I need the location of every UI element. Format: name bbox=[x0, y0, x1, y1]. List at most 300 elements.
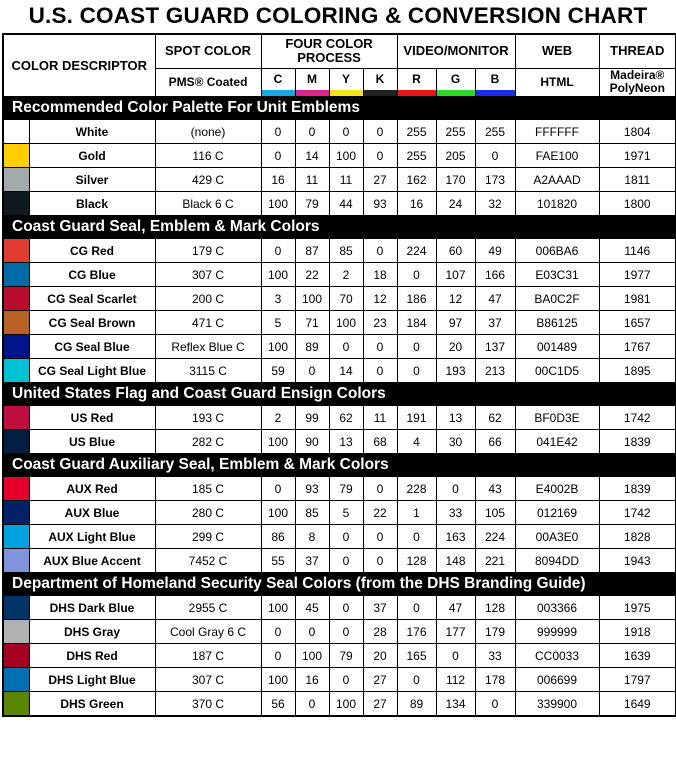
cell-r: 184 bbox=[397, 311, 436, 335]
color-swatch bbox=[3, 596, 29, 620]
color-swatch bbox=[3, 525, 29, 549]
table-row bbox=[3, 644, 676, 668]
cell-y: 5 bbox=[329, 501, 363, 525]
cell-spot: 3115 C bbox=[155, 359, 261, 383]
color-name: AUX Blue bbox=[29, 501, 155, 525]
cell-m: 99 bbox=[295, 406, 329, 430]
color-swatch bbox=[3, 406, 29, 430]
header-thread-sub: Madeira® PolyNeon bbox=[599, 68, 676, 97]
header-spot-color: SPOT COLOR bbox=[155, 34, 261, 68]
cell-k: 93 bbox=[363, 192, 397, 216]
cell-m: 90 bbox=[295, 430, 329, 454]
cell-thread: 1975 bbox=[599, 596, 676, 620]
cell-thread: 1977 bbox=[599, 263, 676, 287]
header-color-descriptor: COLOR DESCRIPTOR bbox=[3, 34, 155, 97]
cell-y: 62 bbox=[329, 406, 363, 430]
color-swatch bbox=[3, 120, 29, 144]
cell-y: 0 bbox=[329, 549, 363, 573]
cell-b: 221 bbox=[475, 549, 515, 573]
cell-spot: 307 C bbox=[155, 668, 261, 692]
cell-m: 100 bbox=[295, 644, 329, 668]
cell-c: 55 bbox=[261, 549, 295, 573]
cell-spot: 200 C bbox=[155, 287, 261, 311]
cell-y: 13 bbox=[329, 430, 363, 454]
cell-m: 0 bbox=[295, 692, 329, 717]
color-name: AUX Light Blue bbox=[29, 525, 155, 549]
cell-y: 79 bbox=[329, 477, 363, 501]
cell-g: 12 bbox=[436, 287, 475, 311]
cell-r: 255 bbox=[397, 144, 436, 168]
cell-k: 20 bbox=[363, 644, 397, 668]
header-y: Y bbox=[329, 68, 363, 90]
cell-y: 100 bbox=[329, 311, 363, 335]
cell-c: 100 bbox=[261, 335, 295, 359]
cell-thread: 1649 bbox=[599, 692, 676, 717]
cell-web: 339900 bbox=[515, 692, 599, 717]
cell-web: 00A3E0 bbox=[515, 525, 599, 549]
color-name: CG Red bbox=[29, 239, 155, 263]
header-m: M bbox=[295, 68, 329, 90]
cell-g: 13 bbox=[436, 406, 475, 430]
cell-c: 0 bbox=[261, 620, 295, 644]
cell-thread: 1811 bbox=[599, 168, 676, 192]
cell-m: 89 bbox=[295, 335, 329, 359]
color-name: Black bbox=[29, 192, 155, 216]
cell-g: 0 bbox=[436, 644, 475, 668]
cell-r: 228 bbox=[397, 477, 436, 501]
cell-thread: 1828 bbox=[599, 525, 676, 549]
cell-m: 45 bbox=[295, 596, 329, 620]
cell-m: 16 bbox=[295, 668, 329, 692]
cell-c: 59 bbox=[261, 359, 295, 383]
color-swatch bbox=[3, 644, 29, 668]
cell-m: 79 bbox=[295, 192, 329, 216]
cell-r: 176 bbox=[397, 620, 436, 644]
cell-g: 134 bbox=[436, 692, 475, 717]
cell-b: 32 bbox=[475, 192, 515, 216]
cell-r: 0 bbox=[397, 335, 436, 359]
cell-y: 2 bbox=[329, 263, 363, 287]
table-row bbox=[3, 477, 676, 501]
color-conversion-table bbox=[2, 33, 676, 717]
cell-y: 44 bbox=[329, 192, 363, 216]
cell-c: 56 bbox=[261, 692, 295, 717]
cell-r: 16 bbox=[397, 192, 436, 216]
cell-c: 86 bbox=[261, 525, 295, 549]
cell-b: 62 bbox=[475, 406, 515, 430]
cell-g: 60 bbox=[436, 239, 475, 263]
color-name: AUX Red bbox=[29, 477, 155, 501]
header-b: B bbox=[475, 68, 515, 90]
table-row bbox=[3, 620, 676, 644]
cell-thread: 1742 bbox=[599, 406, 676, 430]
cell-spot: Black 6 C bbox=[155, 192, 261, 216]
cell-b: 255 bbox=[475, 120, 515, 144]
color-name: DHS Dark Blue bbox=[29, 596, 155, 620]
cell-web: 003366 bbox=[515, 596, 599, 620]
section-title: Department of Homeland Security Seal Colors (from the DHS Branding Guide) bbox=[3, 573, 676, 596]
cell-c: 16 bbox=[261, 168, 295, 192]
cell-c: 100 bbox=[261, 501, 295, 525]
cell-spot: Cool Gray 6 C bbox=[155, 620, 261, 644]
table-row bbox=[3, 287, 676, 311]
cell-b: 0 bbox=[475, 692, 515, 717]
cell-web: E03C31 bbox=[515, 263, 599, 287]
cell-m: 0 bbox=[295, 120, 329, 144]
cell-thread: 1742 bbox=[599, 501, 676, 525]
cell-web: FFFFFF bbox=[515, 120, 599, 144]
cell-r: 165 bbox=[397, 644, 436, 668]
cell-r: 0 bbox=[397, 668, 436, 692]
cell-c: 100 bbox=[261, 668, 295, 692]
cell-y: 11 bbox=[329, 168, 363, 192]
cell-spot: 280 C bbox=[155, 501, 261, 525]
color-swatch bbox=[3, 501, 29, 525]
cell-web: 101820 bbox=[515, 192, 599, 216]
cell-g: 163 bbox=[436, 525, 475, 549]
cell-y: 0 bbox=[329, 620, 363, 644]
cell-g: 177 bbox=[436, 620, 475, 644]
cell-b: 166 bbox=[475, 263, 515, 287]
section-header bbox=[3, 216, 676, 239]
color-name: CG Seal Brown bbox=[29, 311, 155, 335]
table-row bbox=[3, 430, 676, 454]
cell-b: 49 bbox=[475, 239, 515, 263]
table-row bbox=[3, 335, 676, 359]
cell-k: 0 bbox=[363, 477, 397, 501]
cell-spot: 370 C bbox=[155, 692, 261, 717]
cell-r: 89 bbox=[397, 692, 436, 717]
table-row bbox=[3, 596, 676, 620]
header-spot-color-sub: PMS® Coated bbox=[155, 68, 261, 97]
color-swatch bbox=[3, 359, 29, 383]
cell-spot: 7452 C bbox=[155, 549, 261, 573]
header-web-sub: HTML bbox=[515, 68, 599, 97]
cell-g: 24 bbox=[436, 192, 475, 216]
section-header bbox=[3, 97, 676, 120]
cell-k: 27 bbox=[363, 168, 397, 192]
cell-thread: 1895 bbox=[599, 359, 676, 383]
cell-k: 28 bbox=[363, 620, 397, 644]
color-name: AUX Blue Accent bbox=[29, 549, 155, 573]
cell-spot: 179 C bbox=[155, 239, 261, 263]
cell-k: 11 bbox=[363, 406, 397, 430]
cell-r: 4 bbox=[397, 430, 436, 454]
cell-g: 107 bbox=[436, 263, 475, 287]
table-row bbox=[3, 692, 676, 717]
cell-k: 0 bbox=[363, 144, 397, 168]
cell-thread: 1839 bbox=[599, 477, 676, 501]
cell-web: 8094DD bbox=[515, 549, 599, 573]
cell-thread: 1943 bbox=[599, 549, 676, 573]
color-name: CG Blue bbox=[29, 263, 155, 287]
cell-r: 0 bbox=[397, 596, 436, 620]
cell-spot: 2955 C bbox=[155, 596, 261, 620]
cell-b: 179 bbox=[475, 620, 515, 644]
cell-spot: 185 C bbox=[155, 477, 261, 501]
color-swatch bbox=[3, 168, 29, 192]
color-swatch bbox=[3, 239, 29, 263]
cell-m: 11 bbox=[295, 168, 329, 192]
cell-b: 137 bbox=[475, 335, 515, 359]
cell-c: 0 bbox=[261, 644, 295, 668]
cell-web: 006699 bbox=[515, 668, 599, 692]
color-swatch bbox=[3, 144, 29, 168]
table-row bbox=[3, 406, 676, 430]
header-k: K bbox=[363, 68, 397, 90]
table-row bbox=[3, 239, 676, 263]
cell-m: 93 bbox=[295, 477, 329, 501]
cell-c: 0 bbox=[261, 477, 295, 501]
cell-g: 170 bbox=[436, 168, 475, 192]
cell-web: 00C1D5 bbox=[515, 359, 599, 383]
cell-b: 213 bbox=[475, 359, 515, 383]
cell-g: 148 bbox=[436, 549, 475, 573]
cell-y: 100 bbox=[329, 144, 363, 168]
header-c: C bbox=[261, 68, 295, 90]
section-title: Coast Guard Auxiliary Seal, Emblem & Mark Colors bbox=[3, 454, 676, 477]
cell-r: 0 bbox=[397, 359, 436, 383]
color-name: CG Seal Light Blue bbox=[29, 359, 155, 383]
cell-y: 85 bbox=[329, 239, 363, 263]
cell-y: 100 bbox=[329, 692, 363, 717]
cell-k: 0 bbox=[363, 359, 397, 383]
color-name: DHS Red bbox=[29, 644, 155, 668]
cell-r: 191 bbox=[397, 406, 436, 430]
cell-r: 128 bbox=[397, 549, 436, 573]
cell-thread: 1639 bbox=[599, 644, 676, 668]
table-row bbox=[3, 311, 676, 335]
color-name: White bbox=[29, 120, 155, 144]
page-title: U.S. COAST GUARD COLORING & CONVERSION CHART bbox=[28, 3, 648, 28]
color-name: US Red bbox=[29, 406, 155, 430]
cell-g: 193 bbox=[436, 359, 475, 383]
cell-thread: 1657 bbox=[599, 311, 676, 335]
cell-c: 5 bbox=[261, 311, 295, 335]
cell-spot: Reflex Blue C bbox=[155, 335, 261, 359]
cell-m: 87 bbox=[295, 239, 329, 263]
header-r: R bbox=[397, 68, 436, 90]
cell-thread: 1981 bbox=[599, 287, 676, 311]
cell-web: B86125 bbox=[515, 311, 599, 335]
cell-m: 37 bbox=[295, 549, 329, 573]
cell-web: BF0D3E bbox=[515, 406, 599, 430]
cell-y: 79 bbox=[329, 644, 363, 668]
cell-r: 0 bbox=[397, 263, 436, 287]
cell-spot: 116 C bbox=[155, 144, 261, 168]
cell-b: 37 bbox=[475, 311, 515, 335]
color-name: Gold bbox=[29, 144, 155, 168]
cell-k: 18 bbox=[363, 263, 397, 287]
cell-b: 178 bbox=[475, 668, 515, 692]
cell-c: 100 bbox=[261, 263, 295, 287]
header-web: WEB bbox=[515, 34, 599, 68]
section-header bbox=[3, 573, 676, 596]
cell-y: 0 bbox=[329, 335, 363, 359]
cell-g: 205 bbox=[436, 144, 475, 168]
table-row bbox=[3, 192, 676, 216]
cell-thread: 1839 bbox=[599, 430, 676, 454]
color-swatch bbox=[3, 477, 29, 501]
section-header bbox=[3, 454, 676, 477]
section-title: Coast Guard Seal, Emblem & Mark Colors bbox=[3, 216, 676, 239]
cell-thread: 1800 bbox=[599, 192, 676, 216]
cell-b: 33 bbox=[475, 644, 515, 668]
cell-spot: 307 C bbox=[155, 263, 261, 287]
cell-g: 255 bbox=[436, 120, 475, 144]
table-row bbox=[3, 263, 676, 287]
cell-k: 68 bbox=[363, 430, 397, 454]
cell-b: 47 bbox=[475, 287, 515, 311]
cell-web: 006BA6 bbox=[515, 239, 599, 263]
header-g: G bbox=[436, 68, 475, 90]
cell-g: 33 bbox=[436, 501, 475, 525]
cell-r: 162 bbox=[397, 168, 436, 192]
cell-m: 14 bbox=[295, 144, 329, 168]
cell-y: 70 bbox=[329, 287, 363, 311]
table-row bbox=[3, 120, 676, 144]
color-swatch bbox=[3, 287, 29, 311]
cell-y: 14 bbox=[329, 359, 363, 383]
cell-c: 0 bbox=[261, 144, 295, 168]
cell-y: 0 bbox=[329, 668, 363, 692]
color-name: DHS Green bbox=[29, 692, 155, 717]
cell-k: 27 bbox=[363, 668, 397, 692]
cell-thread: 1971 bbox=[599, 144, 676, 168]
cell-web: BA0C2F bbox=[515, 287, 599, 311]
cell-c: 100 bbox=[261, 192, 295, 216]
cell-k: 0 bbox=[363, 120, 397, 144]
header-video-monitor: VIDEO/MONITOR bbox=[397, 34, 515, 68]
table-row bbox=[3, 359, 676, 383]
cell-web: 012169 bbox=[515, 501, 599, 525]
cell-thread: 1918 bbox=[599, 620, 676, 644]
table-row bbox=[3, 144, 676, 168]
cell-k: 0 bbox=[363, 335, 397, 359]
cell-y: 0 bbox=[329, 596, 363, 620]
color-name: DHS Gray bbox=[29, 620, 155, 644]
cell-web: A2AAAD bbox=[515, 168, 599, 192]
cell-m: 0 bbox=[295, 359, 329, 383]
cell-web: 041E42 bbox=[515, 430, 599, 454]
cell-k: 23 bbox=[363, 311, 397, 335]
color-swatch bbox=[3, 620, 29, 644]
cell-b: 43 bbox=[475, 477, 515, 501]
cell-g: 112 bbox=[436, 668, 475, 692]
color-name: CG Seal Scarlet bbox=[29, 287, 155, 311]
color-swatch bbox=[3, 668, 29, 692]
cell-m: 22 bbox=[295, 263, 329, 287]
cell-thread: 1767 bbox=[599, 335, 676, 359]
cell-g: 30 bbox=[436, 430, 475, 454]
cell-thread: 1146 bbox=[599, 239, 676, 263]
cell-spot: 429 C bbox=[155, 168, 261, 192]
section-title: United States Flag and Coast Guard Ensign Colors bbox=[3, 383, 676, 406]
cell-web: FAE100 bbox=[515, 144, 599, 168]
cell-r: 224 bbox=[397, 239, 436, 263]
color-swatch bbox=[3, 192, 29, 216]
color-name: CG Seal Blue bbox=[29, 335, 155, 359]
cell-c: 3 bbox=[261, 287, 295, 311]
cell-web: E4002B bbox=[515, 477, 599, 501]
color-name: DHS Light Blue bbox=[29, 668, 155, 692]
cell-c: 0 bbox=[261, 120, 295, 144]
cell-thread: 1804 bbox=[599, 120, 676, 144]
color-swatch bbox=[3, 692, 29, 717]
color-swatch bbox=[3, 335, 29, 359]
cell-b: 173 bbox=[475, 168, 515, 192]
cell-m: 85 bbox=[295, 501, 329, 525]
cell-spot: 299 C bbox=[155, 525, 261, 549]
color-swatch bbox=[3, 311, 29, 335]
cell-m: 71 bbox=[295, 311, 329, 335]
header-thread: THREAD bbox=[599, 34, 676, 68]
section-title: Recommended Color Palette For Unit Emblems bbox=[3, 97, 676, 120]
cell-k: 27 bbox=[363, 692, 397, 717]
cell-g: 0 bbox=[436, 477, 475, 501]
cell-spot: 471 C bbox=[155, 311, 261, 335]
cell-m: 0 bbox=[295, 620, 329, 644]
cell-r: 1 bbox=[397, 501, 436, 525]
header-four-color-process: FOUR COLOR PROCESS bbox=[261, 34, 397, 68]
color-name: Silver bbox=[29, 168, 155, 192]
cell-m: 100 bbox=[295, 287, 329, 311]
cell-r: 0 bbox=[397, 525, 436, 549]
cell-k: 0 bbox=[363, 525, 397, 549]
cell-web: CC0033 bbox=[515, 644, 599, 668]
table-row bbox=[3, 525, 676, 549]
cell-r: 255 bbox=[397, 120, 436, 144]
cell-g: 47 bbox=[436, 596, 475, 620]
cell-b: 66 bbox=[475, 430, 515, 454]
cell-r: 186 bbox=[397, 287, 436, 311]
cell-g: 20 bbox=[436, 335, 475, 359]
table-row bbox=[3, 668, 676, 692]
color-swatch bbox=[3, 549, 29, 573]
cell-k: 0 bbox=[363, 239, 397, 263]
cell-c: 2 bbox=[261, 406, 295, 430]
cell-m: 8 bbox=[295, 525, 329, 549]
cell-spot: 193 C bbox=[155, 406, 261, 430]
cell-y: 0 bbox=[329, 525, 363, 549]
cell-c: 0 bbox=[261, 239, 295, 263]
table-row bbox=[3, 501, 676, 525]
cell-c: 100 bbox=[261, 596, 295, 620]
color-name: US Blue bbox=[29, 430, 155, 454]
cell-web: 999999 bbox=[515, 620, 599, 644]
color-swatch bbox=[3, 263, 29, 287]
cell-web: 001489 bbox=[515, 335, 599, 359]
cell-spot: 282 C bbox=[155, 430, 261, 454]
cell-k: 37 bbox=[363, 596, 397, 620]
cell-b: 105 bbox=[475, 501, 515, 525]
cell-b: 128 bbox=[475, 596, 515, 620]
cell-spot: (none) bbox=[155, 120, 261, 144]
cell-k: 0 bbox=[363, 549, 397, 573]
cell-b: 224 bbox=[475, 525, 515, 549]
cell-b: 0 bbox=[475, 144, 515, 168]
section-header bbox=[3, 383, 676, 406]
cell-k: 22 bbox=[363, 501, 397, 525]
cell-c: 100 bbox=[261, 430, 295, 454]
cell-g: 97 bbox=[436, 311, 475, 335]
cell-spot: 187 C bbox=[155, 644, 261, 668]
table-row bbox=[3, 168, 676, 192]
table-row bbox=[3, 549, 676, 573]
color-swatch bbox=[3, 430, 29, 454]
cell-y: 0 bbox=[329, 120, 363, 144]
cell-thread: 1797 bbox=[599, 668, 676, 692]
